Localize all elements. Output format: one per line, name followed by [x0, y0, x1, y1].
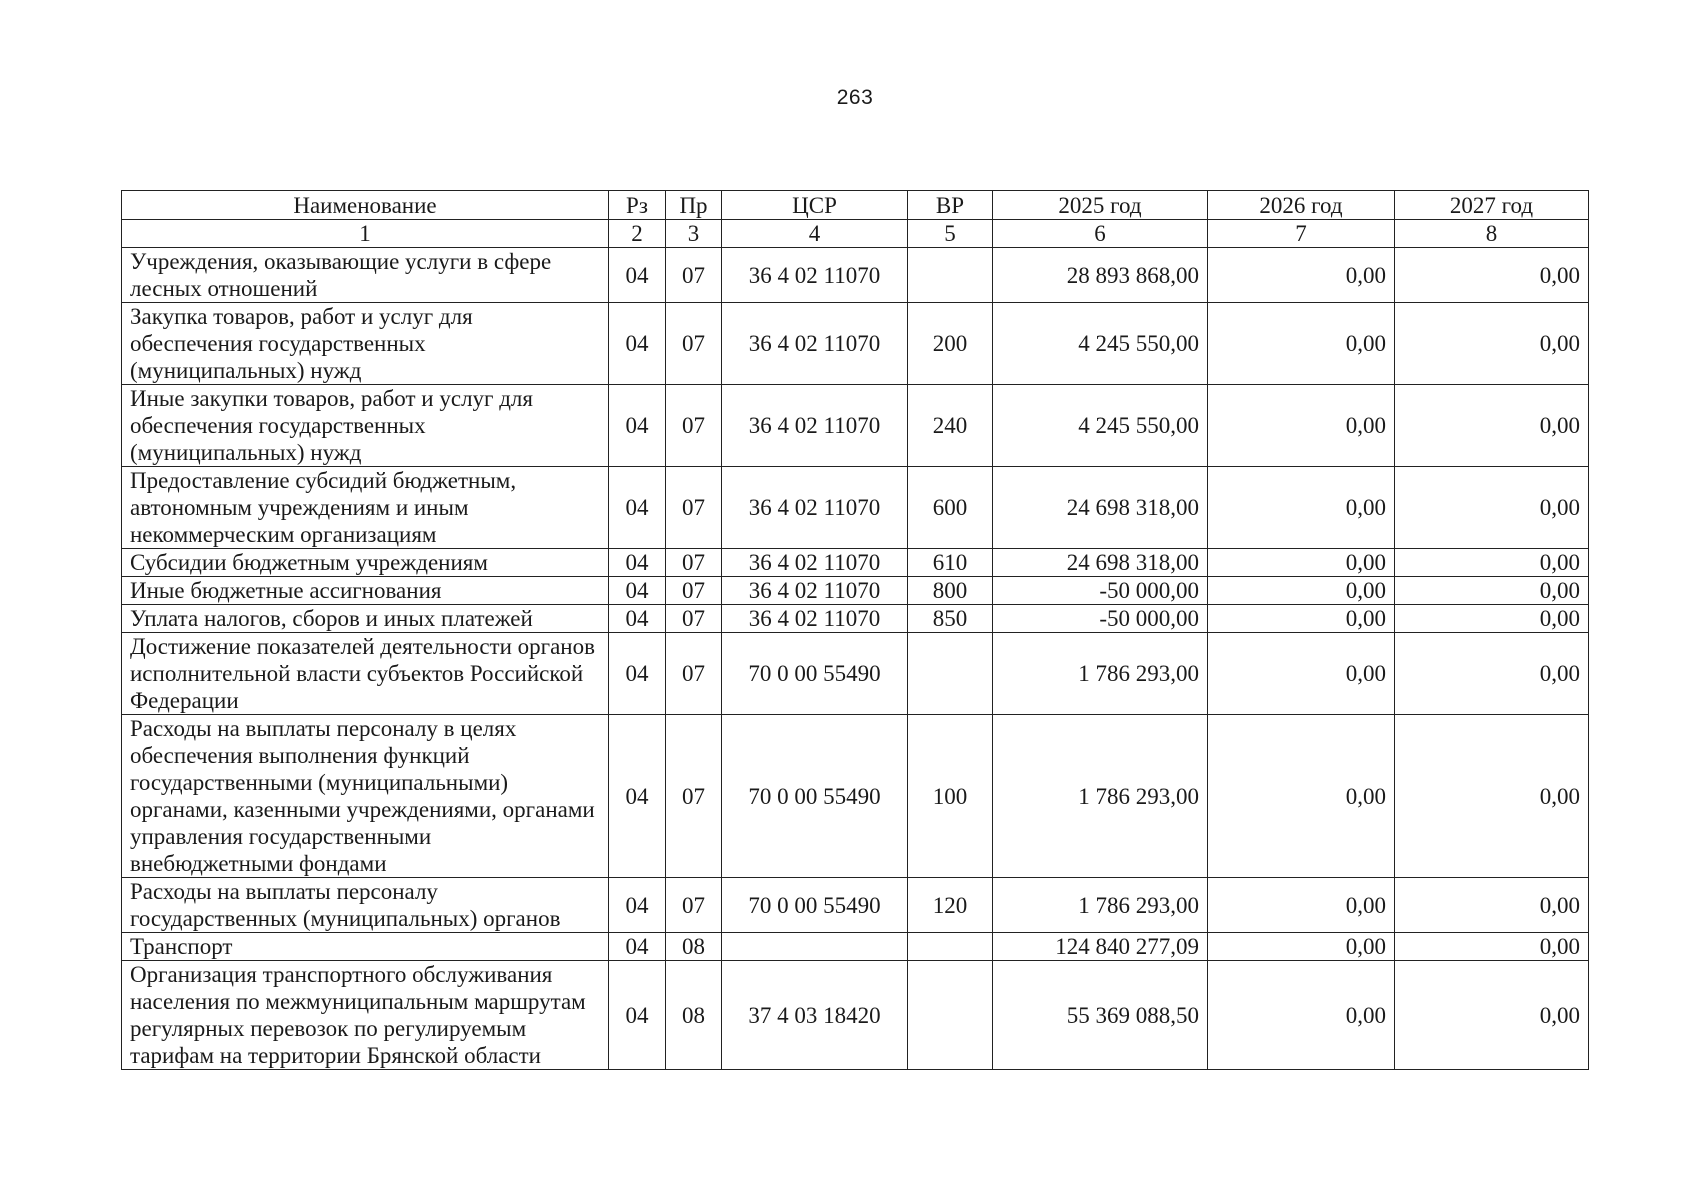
header-rz: Рз — [609, 191, 666, 220]
row-amount-2026: 0,00 — [1208, 248, 1395, 303]
column-number: 5 — [908, 220, 993, 248]
header-name: Наименование — [122, 191, 609, 220]
row-amount-2026: 0,00 — [1208, 605, 1395, 633]
table-row — [122, 633, 1589, 715]
row-pr: 07 — [666, 577, 722, 605]
row-amount-2026: 0,00 — [1208, 633, 1395, 715]
row-csr: 36 4 02 11070 — [722, 467, 908, 549]
row-name: Учреждения, оказывающие услуги в сфере лесных отношений — [122, 248, 609, 303]
row-amount-2027: 0,00 — [1395, 385, 1589, 467]
row-csr — [722, 933, 908, 961]
row-amount-2027: 0,00 — [1395, 467, 1589, 549]
table-row — [122, 549, 1589, 577]
row-amount-2026: 0,00 — [1208, 549, 1395, 577]
row-amount-2025: 4 245 550,00 — [993, 385, 1208, 467]
row-pr: 08 — [666, 961, 722, 1070]
row-amount-2026: 0,00 — [1208, 303, 1395, 385]
header-2026: 2026 год — [1208, 191, 1395, 220]
row-rz: 04 — [609, 715, 666, 878]
row-csr: 36 4 02 11070 — [722, 385, 908, 467]
row-amount-2025: -50 000,00 — [993, 605, 1208, 633]
table-row — [122, 467, 1589, 549]
row-amount-2026: 0,00 — [1208, 933, 1395, 961]
table-row — [122, 577, 1589, 605]
row-amount-2025: 55 369 088,50 — [993, 961, 1208, 1070]
column-number: 8 — [1395, 220, 1589, 248]
row-amount-2027: 0,00 — [1395, 878, 1589, 933]
table-row — [122, 933, 1589, 961]
row-amount-2027: 0,00 — [1395, 633, 1589, 715]
row-csr: 70 0 00 55490 — [722, 878, 908, 933]
row-vr: 800 — [908, 577, 993, 605]
row-amount-2026: 0,00 — [1208, 961, 1395, 1070]
row-rz: 04 — [609, 605, 666, 633]
table-row — [122, 303, 1589, 385]
row-vr: 850 — [908, 605, 993, 633]
column-number: 6 — [993, 220, 1208, 248]
row-pr: 07 — [666, 467, 722, 549]
row-pr: 07 — [666, 549, 722, 577]
row-rz: 04 — [609, 633, 666, 715]
row-amount-2025: 1 786 293,00 — [993, 715, 1208, 878]
row-pr: 07 — [666, 303, 722, 385]
row-pr: 07 — [666, 385, 722, 467]
table-row — [122, 715, 1589, 878]
column-number: 7 — [1208, 220, 1395, 248]
row-name: Уплата налогов, сборов и иных платежей — [122, 605, 609, 633]
row-rz: 04 — [609, 933, 666, 961]
budget-table — [121, 190, 1589, 1070]
table-row — [122, 961, 1589, 1070]
row-amount-2026: 0,00 — [1208, 878, 1395, 933]
row-amount-2027: 0,00 — [1395, 248, 1589, 303]
row-vr — [908, 961, 993, 1070]
row-amount-2025: 24 698 318,00 — [993, 467, 1208, 549]
row-csr: 36 4 02 11070 — [722, 605, 908, 633]
row-pr: 07 — [666, 878, 722, 933]
row-amount-2025: -50 000,00 — [993, 577, 1208, 605]
row-rz: 04 — [609, 878, 666, 933]
row-amount-2027: 0,00 — [1395, 549, 1589, 577]
row-vr: 600 — [908, 467, 993, 549]
row-csr: 36 4 02 11070 — [722, 577, 908, 605]
row-name: Субсидии бюджетным учреждениям — [122, 549, 609, 577]
row-vr: 100 — [908, 715, 993, 878]
row-pr: 08 — [666, 933, 722, 961]
row-amount-2027: 0,00 — [1395, 715, 1589, 878]
row-csr: 36 4 02 11070 — [722, 549, 908, 577]
row-name: Организация транспортного обслуживания населения по межмуниципальным маршрутам регулярных перевозок по регулируемым тарифам на территории Брянской области — [122, 961, 609, 1070]
row-rz: 04 — [609, 577, 666, 605]
row-name: Закупка товаров, работ и услуг для обеспечения государственных (муниципальных) нужд — [122, 303, 609, 385]
table-body — [122, 248, 1589, 1070]
row-csr: 37 4 03 18420 — [722, 961, 908, 1070]
row-amount-2027: 0,00 — [1395, 577, 1589, 605]
header-row — [122, 191, 1589, 220]
table-row — [122, 248, 1589, 303]
row-csr: 70 0 00 55490 — [722, 633, 908, 715]
row-rz: 04 — [609, 303, 666, 385]
row-amount-2027: 0,00 — [1395, 933, 1589, 961]
row-name: Предоставление субсидий бюджетным, автономным учреждениям и иным некоммерческим организациям — [122, 467, 609, 549]
row-amount-2025: 28 893 868,00 — [993, 248, 1208, 303]
table-row — [122, 385, 1589, 467]
column-number: 4 — [722, 220, 908, 248]
row-rz: 04 — [609, 549, 666, 577]
header-pr: Пр — [666, 191, 722, 220]
row-name: Расходы на выплаты персоналу в целях обеспечения выполнения функций государственными (муниципальными) органами, казенными учреждениями, органами управления государственными внебюджетными фондами — [122, 715, 609, 878]
row-amount-2025: 24 698 318,00 — [993, 549, 1208, 577]
row-amount-2027: 0,00 — [1395, 961, 1589, 1070]
row-vr: 120 — [908, 878, 993, 933]
row-pr: 07 — [666, 605, 722, 633]
page-number: 263 — [836, 86, 874, 109]
row-name: Достижение показателей деятельности органов исполнительной власти субъектов Российской Федерации — [122, 633, 609, 715]
header-csr: ЦСР — [722, 191, 908, 220]
column-number: 3 — [666, 220, 722, 248]
row-vr: 200 — [908, 303, 993, 385]
header-2027: 2027 год — [1395, 191, 1589, 220]
row-pr: 07 — [666, 248, 722, 303]
table-row — [122, 878, 1589, 933]
row-rz: 04 — [609, 467, 666, 549]
row-rz: 04 — [609, 248, 666, 303]
row-name: Иные бюджетные ассигнования — [122, 577, 609, 605]
row-amount-2025: 1 786 293,00 — [993, 878, 1208, 933]
row-rz: 04 — [609, 961, 666, 1070]
row-csr: 70 0 00 55490 — [722, 715, 908, 878]
row-amount-2027: 0,00 — [1395, 303, 1589, 385]
header-2025: 2025 год — [993, 191, 1208, 220]
row-name: Транспорт — [122, 933, 609, 961]
column-number-row — [122, 220, 1589, 248]
row-amount-2026: 0,00 — [1208, 467, 1395, 549]
row-amount-2027: 0,00 — [1395, 605, 1589, 633]
row-pr: 07 — [666, 633, 722, 715]
row-amount-2026: 0,00 — [1208, 715, 1395, 878]
row-amount-2026: 0,00 — [1208, 385, 1395, 467]
row-amount-2026: 0,00 — [1208, 577, 1395, 605]
row-pr: 07 — [666, 715, 722, 878]
row-amount-2025: 124 840 277,09 — [993, 933, 1208, 961]
column-number: 1 — [122, 220, 609, 248]
row-vr: 610 — [908, 549, 993, 577]
row-name: Иные закупки товаров, работ и услуг для обеспечения государственных (муниципальных) нужд — [122, 385, 609, 467]
row-vr — [908, 633, 993, 715]
column-number: 2 — [609, 220, 666, 248]
table-row — [122, 605, 1589, 633]
row-amount-2025: 1 786 293,00 — [993, 633, 1208, 715]
row-vr: 240 — [908, 385, 993, 467]
row-csr: 36 4 02 11070 — [722, 303, 908, 385]
row-vr — [908, 248, 993, 303]
row-csr: 36 4 02 11070 — [722, 248, 908, 303]
row-rz: 04 — [609, 385, 666, 467]
header-vr: ВР — [908, 191, 993, 220]
row-name: Расходы на выплаты персоналу государственных (муниципальных) органов — [122, 878, 609, 933]
row-amount-2025: 4 245 550,00 — [993, 303, 1208, 385]
row-vr — [908, 933, 993, 961]
